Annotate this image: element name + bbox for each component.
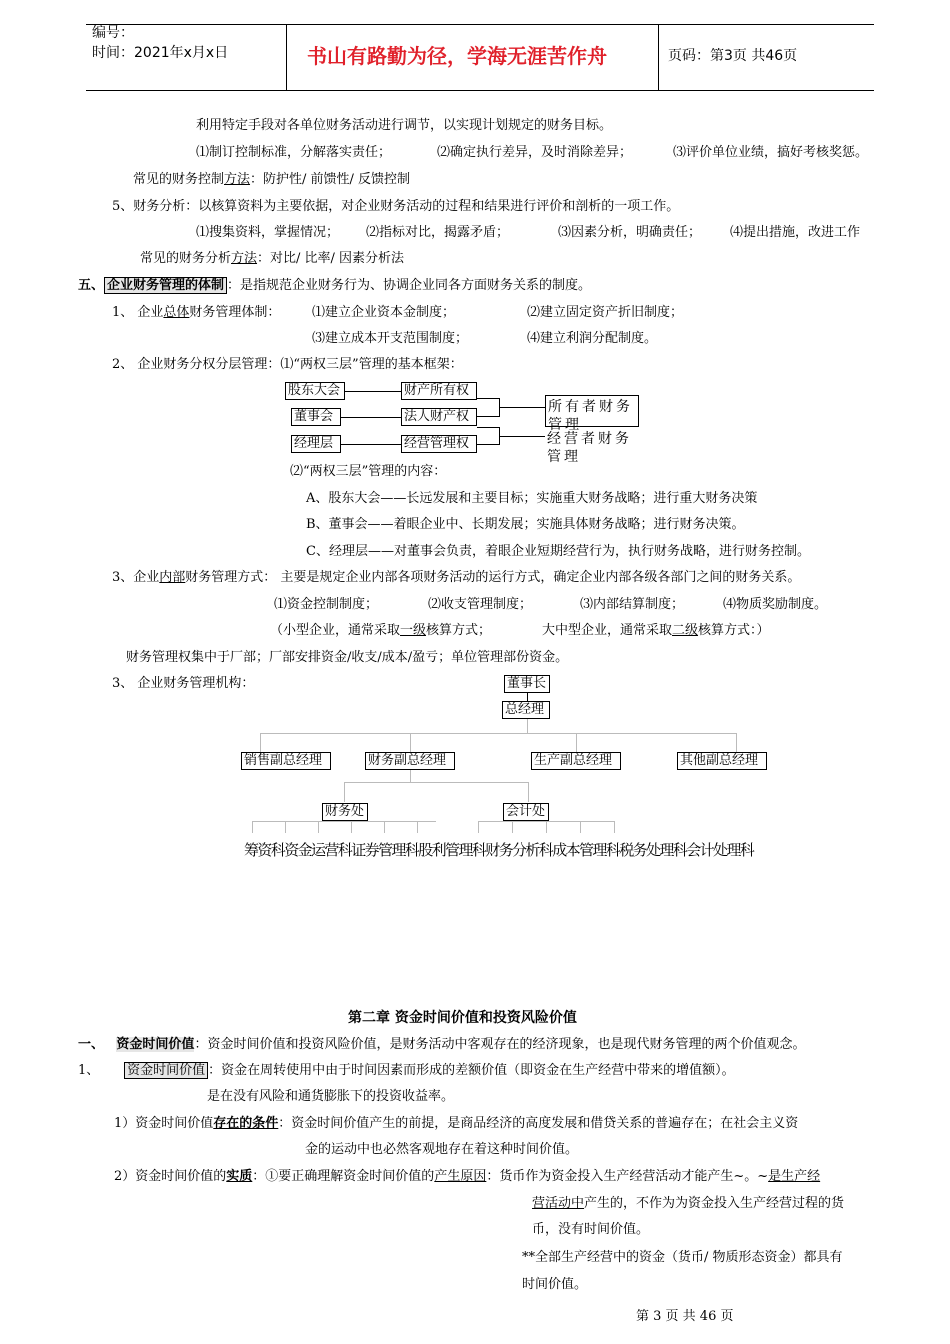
diagram-node: 经营管理权 [401,435,477,453]
section-title-term: 资金时间价值 [116,1037,195,1052]
underlined-term: 方法 [224,172,251,187]
text-line: ⑷建立利润分配制度。 [527,331,658,346]
underlined-term: 总体 [163,305,190,320]
header-page-label: 页码：第3页 共46页 [668,48,798,64]
text-line: ⑶因素分析，明确责任； [558,225,702,240]
connector-line [478,821,479,833]
text-line: ⑷提出措施，改进工作 [730,225,861,240]
text-line: ⑴制订控制标准，分解落实责任； [196,145,392,160]
connector-line [614,821,615,833]
text-line: 5、财务分析：以核算资料为主要依据，对企业财务活动的过程和结果进行评价和剖析的一项工作。 [112,199,680,214]
diagram-node: 股东大会 [285,382,345,400]
connector-line [344,782,345,802]
text-line: ⑴建立企业资本金制度； [312,305,456,320]
text-line: 营活动中产生的，不作为为资金投入生产经营过程的货 [532,1196,845,1211]
connector-line [736,733,737,753]
header-divider [286,25,287,90]
document-code-label: 编号： [92,25,134,41]
connector-line [477,398,499,399]
connector-line [499,407,545,408]
org-node-finance-dept: 财务处 [322,803,368,821]
org-node-gm: 总经理 [502,701,550,719]
text-line: 大中型企业，通常采取二级核算方式：） [542,623,770,638]
text-line: 是在没有风险和通货膨胀下的投资收益率。 [207,1089,455,1104]
org-subdepartments: 筹资科资金运营科证券管理科股利管理科财务分析科成本管理科税务处理科会计处理科 [244,841,754,859]
connector-line [576,733,577,753]
text-line: **全部生产经营中的资金（货币/ 物质形态资金）都具有 [522,1250,843,1265]
connector-line [285,821,286,833]
text-line: ⑵收支管理制度； [428,597,533,612]
connector-line [477,444,499,445]
connector-line [512,821,513,833]
connector-line [318,821,319,833]
section-heading: 一、 资金时间价值：资金时间价值和投资风险价值，是财务活动中客观存在的经济现象，也是现代财务管理的两个价值观念。 [78,1037,806,1052]
org-node-chairman: 董事长 [504,675,550,693]
text-line: 利用特定手段对各单位财务活动进行调节，以实现计划规定的财务目标。 [196,118,613,133]
underlined-term: 产生原因 [434,1169,487,1184]
org-node-vp: 生产副总经理 [531,752,621,770]
diagram-node: 经理层 [291,435,341,453]
connector-line [341,417,401,418]
connector-line [499,436,545,437]
connector-line [252,821,436,822]
text-line: 1、 企业总体财务管理体制： [112,305,281,320]
connector-line [260,733,737,734]
text-line: ⑶评价单位业绩，搞好考核奖惩。 [673,145,869,160]
connector-line [527,719,528,733]
text-line: ⑵“两权三层”管理的内容： [290,464,447,479]
connector-line [345,391,401,392]
diagram-node: 经营者财务管理 [547,431,632,465]
section-heading: 五、 企业财务管理的体制 ：是指规范企业财务行为、协调企业同各方面财务关系的制度。 [78,278,592,293]
org-node-vp: 财务副总经理 [365,752,455,770]
header-motto: 书山有路勤为径，学海无涯苦作舟 [307,44,607,68]
underlined-term: 存在的条件 [213,1116,279,1131]
connector-line [528,782,529,802]
text-line: B、董事会——着眼企业中、长期发展；实施具体财务战略；进行财务决策。 [306,517,745,532]
underlined-term: 实质 [226,1169,253,1184]
text-line: ⑵建立固定资产折旧制度； [527,305,684,320]
text-line: （小型企业，通常采取一级核算方式； [270,623,492,638]
text-line: 财务管理权集中于厂部；厂部安排资金/收支/成本/盈亏；单位管理部份资金。 [126,650,569,665]
text-line: ⑶建立成本开支范围制度； [312,331,469,346]
text-line: 常见的财务分析方法：对比/ 比率/ 因素分析法 [140,251,405,266]
text-line: 2）资金时间价值的实质：①要正确理解资金时间价值的产生原因：货币作为资金投入生产经营活动才能产生~。~是生产经 [114,1169,821,1184]
connector-line [351,821,352,833]
text-line: ⑵指标对比，揭露矛盾； [366,225,510,240]
org-node-vp: 销售副总经理 [241,752,331,770]
connector-line [477,416,499,417]
diagram-node: 董事会 [291,408,341,426]
text-line: 2、 企业财务分权分层管理：⑴“两权三层”管理的基本框架： [112,357,463,372]
text-line: 1）资金时间价值存在的条件：资金时间价值产生的前提，是商品经济的高度发展和借贷关系的普遍存在；在社会主义资 [114,1116,799,1131]
document-time-label: 时间：2021年x月x日 [92,45,229,61]
connector-line [252,821,253,833]
underlined-term: 营活动中 [532,1196,585,1211]
text-line: ⑷物质奖励制度。 [723,597,828,612]
connector-line [527,693,528,701]
connector-line [580,821,581,833]
chapter-title: 第二章 资金时间价值和投资风险价值 [348,1010,577,1026]
connector-line [477,427,499,428]
underlined-term: 二级 [672,623,699,638]
connector-line [417,821,418,833]
text-line: A、股东大会——长远发展和主要目标；实施重大财务战略；进行重大财务决策 [306,491,758,506]
underlined-term: 是生产经 [768,1169,821,1184]
header-divider [658,25,659,90]
text-line: 3、 企业财务管理机构： [112,676,255,691]
org-node-accounting-dept: 会计处 [503,803,549,821]
text-line: 币，没有时间价值。 [532,1222,650,1237]
connector-line [410,733,411,753]
text-line: ⑵确定执行差异，及时消除差异； [437,145,633,160]
connector-line [344,782,528,783]
text-line: C、经理层——对董事会负责，着眼企业短期经营行为，执行财务战略，进行财务控制。 [306,544,810,559]
text-line: 3、企业内部财务管理方式： 主要是规定企业内部各项财务活动的运行方式，确定企业内部各级各部门之间的财务关系。 [112,570,801,585]
connector-line [341,444,401,445]
connector-line [384,821,385,833]
connector-line [410,770,411,782]
diagram-node: 所有者财务管理 [545,395,639,427]
underlined-term: 内部 [159,570,186,585]
diagram-node: 财产所有权 [401,382,477,400]
text-line: ⑶内部结算制度； [580,597,685,612]
text-line: 时间价值。 [522,1277,588,1292]
page-footer: 第 3 页 共 46 页 [636,1309,734,1324]
boxed-term: 资金时间价值 [124,1062,208,1079]
text-line: ⑴资金控制制度； [274,597,379,612]
connector-line [260,733,261,753]
underlined-term: 方法 [231,251,258,266]
connector-line [546,821,547,833]
section-title-term: 企业财务管理的体制 [104,277,227,294]
diagram-node: 法人财产权 [401,408,477,426]
org-node-vp: 其他副总经理 [677,752,767,770]
text-line: 金的运动中也必然客观地存在着这种时间价值。 [305,1142,579,1157]
underlined-term: 一级 [400,623,427,638]
text-line: 1、 资金时间价值 ：资金在周转使用中由于时间因素而形成的差额价值（即资金在生产经营中带来的增值额）。 [78,1063,735,1078]
text-line: ⑴搜集资料，掌握情况； [196,225,340,240]
text-line: 常见的财务控制方法：防护性/ 前馈性/ 反馈控制 [133,172,411,187]
